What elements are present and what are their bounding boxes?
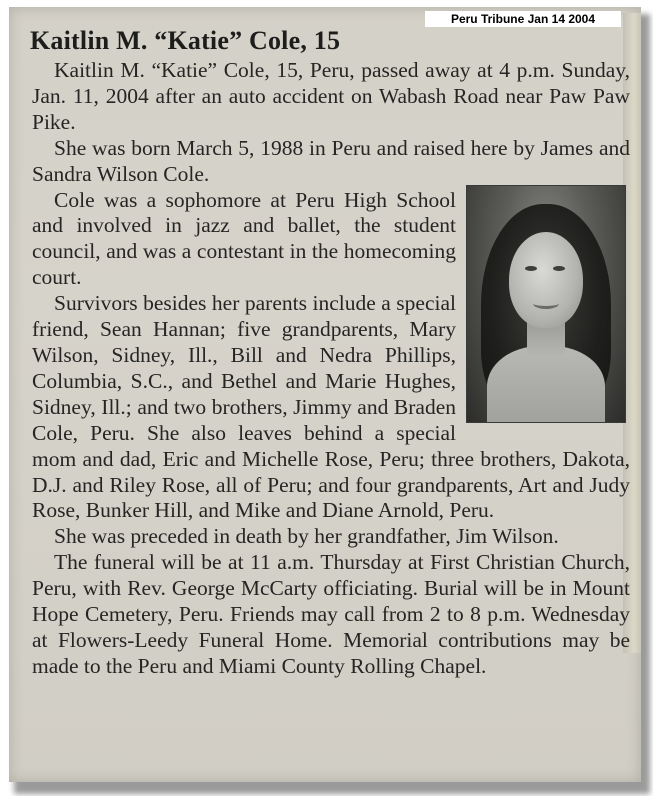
obituary-headline: Kaitlin M. “Katie” Cole, 15: [30, 26, 341, 55]
portrait-face: [509, 232, 583, 328]
portrait-shoulders: [487, 346, 605, 423]
paragraph-death-notice: Kaitlin M. “Katie” Cole, 15, Peru, passed away at 4 p.m. Sunday, Jan. 11, 2004 after an auto accident on Wabash Road near Paw Paw Pike.: [32, 58, 630, 134]
portrait-photo: [466, 185, 626, 423]
paragraph-birth: She was born March 5, 1988 in Peru and raised here by James and Sandra Wilson Cole.: [32, 135, 630, 186]
portrait-smile: [533, 298, 559, 309]
paragraph-funeral: The funeral will be at 11 a.m. Thursday at First Christian Church, Peru, with Rev. George McCarty officiating. Burial will be in Mount Hope Cemetery, Peru. Friends may call from 2 to 8 p.m. Wednesday at Flowers-Leedy Funeral Home. Memorial contributions may be made to the Peru and Miami County Rolling Chapel.: [32, 550, 630, 678]
paragraph-preceded: She was preceded in death by her grandfather, Jim Wilson.: [54, 524, 559, 549]
obituary-article: [32, 58, 630, 680]
paragraph-survivors: Survivors besides her parents include a special friend, Sean Hannan; five grandparents, Mary Wilson, Sidney, Ill., Bill and Nedra Phillips, Columbia, S.C., and Bethel and Marie Hughes, Sidney, Ill.; and two brothers, Jimmy and Braden Cole, Peru. She also leaves behind a special mom and dad, Eric and Michelle Rose, Peru; three brothers, Dakota, D.J. and Riley Rose, all of Peru; and four grandparents, Art and Judy Rose, Bunker Hill, and Mike and Diane Arnold, Peru.: [32, 291, 630, 523]
portrait-left-eye: [525, 266, 537, 271]
paragraph-school: Cole was a sophomore at Peru High School and involved in jazz and ballet, the student council, and was a contestant in the homecoming court.: [32, 187, 456, 290]
portrait-right-eye: [553, 266, 565, 271]
source-tag: Peru Tribune Jan 14 2004: [425, 11, 621, 27]
